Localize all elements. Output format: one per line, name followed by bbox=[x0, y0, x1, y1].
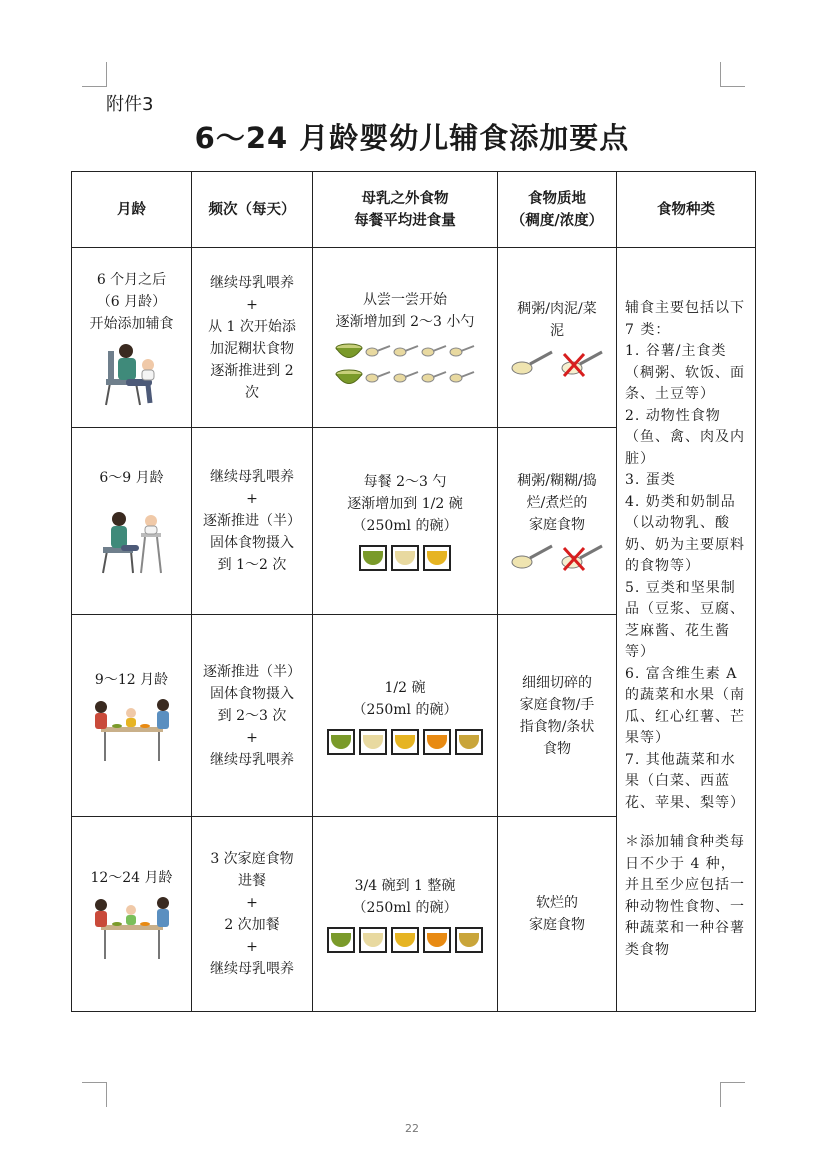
spoon-icon bbox=[365, 369, 391, 385]
frequency-text: 到 1～2 次 bbox=[217, 557, 287, 573]
texture-cell bbox=[498, 428, 617, 615]
spoon-icon bbox=[421, 369, 447, 385]
spoon-icon bbox=[393, 343, 419, 359]
frequency-cell bbox=[192, 615, 313, 817]
header-amount bbox=[313, 172, 498, 248]
page-title: 6～24 月龄婴幼儿辅食添加要点 bbox=[194, 121, 630, 155]
age-text: 12～24 月龄 bbox=[90, 870, 173, 886]
amount-text: 1/2 碗 bbox=[384, 679, 426, 696]
amount-text: （250ml 的碗） bbox=[352, 701, 458, 718]
bowl-icon bbox=[391, 927, 419, 953]
amount-cell bbox=[313, 615, 498, 817]
food-type-item: 3. 蛋类 bbox=[625, 472, 676, 488]
thick-spoon-icon bbox=[510, 542, 554, 572]
age-text: 6～9 月龄 bbox=[99, 470, 164, 486]
crop-mark-bottom-left bbox=[82, 1082, 107, 1107]
frequency-text: + bbox=[246, 491, 258, 507]
annex-label: 附件3 bbox=[106, 94, 154, 115]
age-cell bbox=[72, 428, 192, 615]
bowl-icon bbox=[423, 545, 451, 571]
spoon-icon bbox=[393, 369, 419, 385]
header-amount-line2: 每餐平均进食量 bbox=[354, 211, 456, 229]
amount-text: 逐渐增加到 1/2 碗 bbox=[347, 496, 463, 512]
texture-text: 细细切碎的 bbox=[522, 674, 592, 691]
frequency-text: + bbox=[246, 939, 258, 955]
food-type-item: 6. 富含维生素 A 的蔬菜和水果（南瓜、红心红薯、芒果等） bbox=[625, 665, 745, 746]
frequency-text: 继续母乳喂养 bbox=[210, 751, 294, 768]
family-meal-illustration bbox=[87, 697, 177, 763]
food-types-cell bbox=[617, 248, 756, 1012]
texture-text: 食物 bbox=[543, 740, 571, 757]
amount-text: （250ml 的碗） bbox=[352, 900, 458, 916]
bowl-icon bbox=[359, 729, 387, 755]
age-text: 开始添加辅食 bbox=[89, 315, 174, 332]
frequency-text: 进餐 bbox=[238, 873, 266, 889]
bowl-icon bbox=[327, 729, 355, 755]
frequency-text: 继续母乳喂养 bbox=[210, 961, 294, 977]
header-texture-line1: 食物质地 bbox=[528, 189, 586, 207]
frequency-cell bbox=[192, 248, 313, 428]
amount-text: 3/4 碗到 1 整碗 bbox=[354, 878, 456, 894]
amount-text: 从尝一尝开始 bbox=[363, 291, 447, 308]
family-meal-illustration bbox=[87, 895, 177, 961]
frequency-text: 逐渐推进到 2 bbox=[210, 362, 294, 379]
food-type-item: 5. 豆类和坚果制品（豆浆、豆腐、芝麻酱、花生酱等） bbox=[625, 579, 745, 660]
crop-mark-bottom-right bbox=[720, 1082, 745, 1107]
bowl-portions bbox=[313, 729, 497, 755]
header-texture-line2: （稠度/浓度） bbox=[510, 211, 604, 229]
spoon-icon bbox=[365, 343, 391, 359]
amount-text: 每餐 2～3 勺 bbox=[363, 474, 447, 490]
texture-text: 家庭食物/手 bbox=[519, 696, 595, 713]
age-cell bbox=[72, 615, 192, 817]
bowl-portions bbox=[313, 545, 497, 571]
feeding-guide-table bbox=[71, 171, 756, 1012]
texture-cell bbox=[498, 615, 617, 817]
thick-spoon-icon bbox=[510, 348, 554, 378]
frequency-text: 继续母乳喂养 bbox=[210, 469, 294, 485]
spoon-icon bbox=[449, 343, 475, 359]
table-header-row bbox=[72, 172, 756, 248]
texture-text: 泥 bbox=[550, 322, 564, 339]
bowl-icon bbox=[359, 545, 387, 571]
food-type-item: 1. 谷薯/主食类（稠粥、软饭、面条、土豆等） bbox=[625, 343, 745, 402]
texture-text: 烂/煮烂的 bbox=[526, 495, 588, 511]
frequency-text: 3 次家庭食物 bbox=[210, 851, 294, 867]
frequency-text: 继续母乳喂养 bbox=[210, 274, 294, 291]
frequency-text: 2 次加餐 bbox=[224, 917, 280, 933]
age-cell bbox=[72, 817, 192, 1012]
runny-spoon-crossed-icon bbox=[560, 348, 604, 378]
texture-text: 家庭食物 bbox=[529, 517, 585, 533]
texture-text: 指食物/条状 bbox=[519, 718, 595, 735]
amount-cell bbox=[313, 817, 498, 1012]
texture-text: 家庭食物 bbox=[529, 917, 585, 933]
mother-feeding-infant-illustration bbox=[96, 341, 168, 407]
texture-cell bbox=[498, 248, 617, 428]
spoon-portions bbox=[313, 341, 497, 387]
food-types-note: ＊添加辅食种类每日不少于 4 种，并且至少应包括一种动物性食物、一种蔬菜和一种谷薯类食物 bbox=[625, 834, 745, 958]
frequency-text: + bbox=[246, 296, 258, 313]
age-text: 9～12 月龄 bbox=[94, 671, 169, 688]
amount-text: （250ml 的碗） bbox=[352, 518, 458, 534]
crop-mark-top-left bbox=[82, 62, 107, 87]
frequency-text: + bbox=[246, 895, 258, 911]
frequency-cell bbox=[192, 817, 313, 1012]
page-number: 22 bbox=[405, 1122, 419, 1135]
highchair-feeding-illustration bbox=[97, 495, 167, 575]
bowl-icon bbox=[391, 729, 419, 755]
header-amount-line1: 母乳之外食物 bbox=[361, 189, 449, 207]
amount-cell bbox=[313, 248, 498, 428]
texture-text: 软烂的 bbox=[536, 895, 578, 911]
texture-text: 稠粥/糊糊/捣 bbox=[517, 473, 597, 489]
food-types-list bbox=[617, 298, 755, 961]
bowl-portions bbox=[313, 927, 497, 953]
header-frequency: 频次（每天） bbox=[192, 172, 313, 248]
frequency-text: 到 2～3 次 bbox=[217, 707, 287, 724]
frequency-text: 固体食物摄入 bbox=[210, 685, 294, 702]
header-texture bbox=[498, 172, 617, 248]
frequency-text: 从 1 次开始添 bbox=[208, 318, 296, 335]
table-row bbox=[72, 248, 756, 428]
spoon-icon bbox=[449, 369, 475, 385]
runny-spoon-crossed-icon bbox=[560, 542, 604, 572]
amount-text: 逐渐增加到 2～3 小勺 bbox=[335, 313, 475, 330]
age-text: （6 月龄） bbox=[96, 293, 167, 310]
header-age: 月龄 bbox=[72, 172, 192, 248]
texture-spoons bbox=[498, 348, 616, 378]
food-type-item: 7. 其他蔬菜和水果（白菜、西蓝花、苹果、梨等） bbox=[625, 751, 745, 811]
bowl-icon bbox=[455, 927, 483, 953]
food-types-intro: 辅食主要包括以下 7 类： bbox=[625, 300, 745, 338]
texture-text: 稠粥/肉泥/菜 bbox=[517, 300, 597, 317]
frequency-text: 逐渐推进（半） bbox=[203, 513, 301, 529]
spoon-icon bbox=[421, 343, 447, 359]
bowl-icon bbox=[423, 729, 451, 755]
frequency-text: 次 bbox=[245, 384, 259, 401]
bowl-icon bbox=[359, 927, 387, 953]
bowl-icon bbox=[327, 927, 355, 953]
texture-cell bbox=[498, 817, 617, 1012]
crop-mark-top-right bbox=[720, 62, 745, 87]
food-type-item: 4. 奶类和奶制品（以动物乳、酸奶、奶为主要原料的食物等） bbox=[625, 493, 745, 574]
bowl-icon bbox=[423, 927, 451, 953]
frequency-text: + bbox=[246, 729, 258, 746]
bowl-icon bbox=[335, 341, 363, 361]
bowl-icon bbox=[455, 729, 483, 755]
frequency-text: 逐渐推进（半） bbox=[203, 663, 301, 680]
bowl-icon bbox=[391, 545, 419, 571]
age-text: 6 个月之后 bbox=[96, 271, 167, 288]
header-food-types: 食物种类 bbox=[617, 172, 756, 248]
amount-cell bbox=[313, 428, 498, 615]
frequency-text: 加泥糊状食物 bbox=[210, 340, 294, 357]
age-cell bbox=[72, 248, 192, 428]
food-type-item: 2. 动物性食物（鱼、禽、肉及内脏） bbox=[625, 407, 745, 467]
frequency-cell bbox=[192, 428, 313, 615]
texture-spoons bbox=[498, 542, 616, 572]
bowl-icon bbox=[335, 367, 363, 387]
frequency-text: 固体食物摄入 bbox=[210, 535, 294, 551]
